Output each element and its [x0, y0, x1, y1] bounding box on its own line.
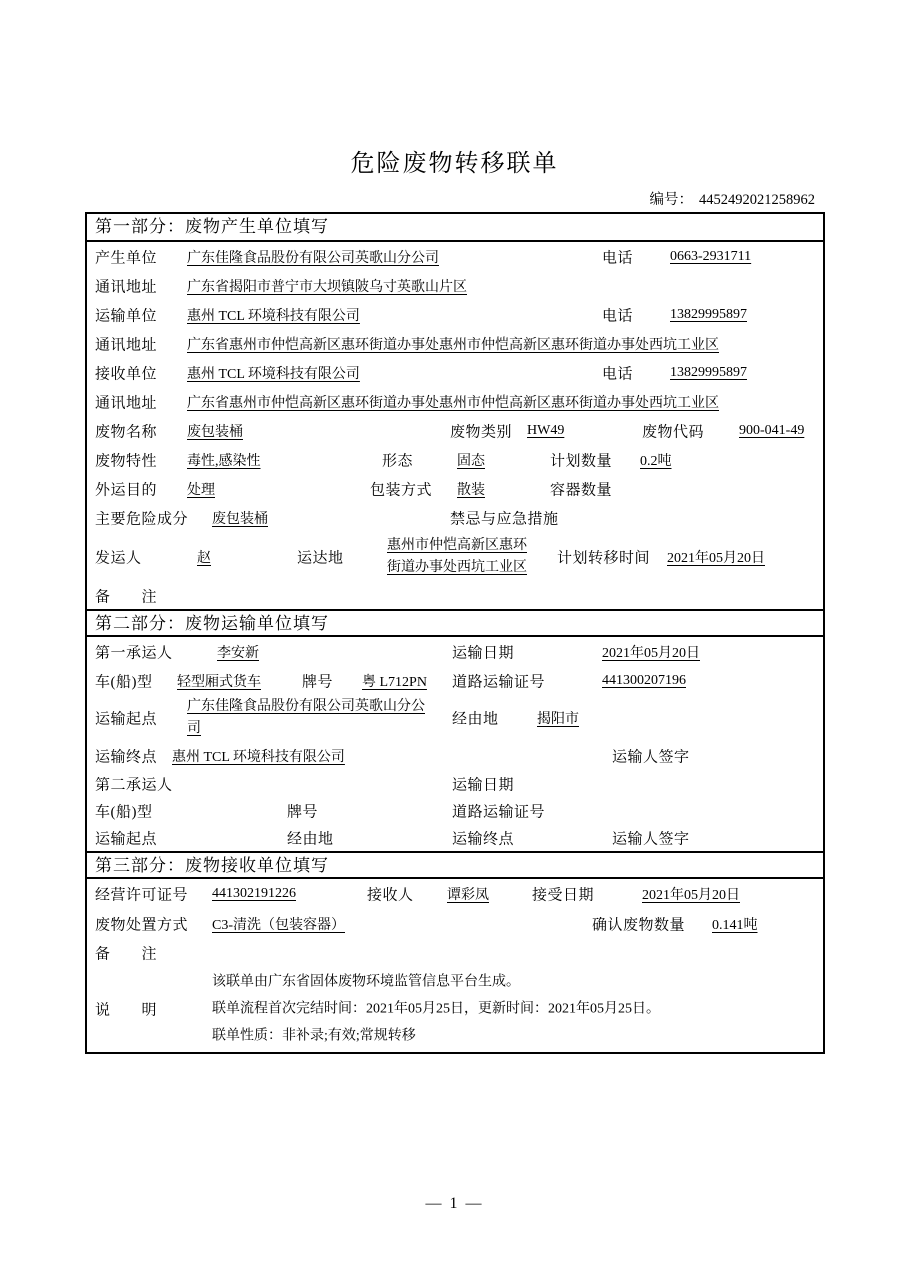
transporter-phone-value: 13829995897: [670, 306, 747, 322]
row-shipper: [87, 532, 823, 582]
endpoint2-label: 运输终点: [452, 831, 515, 847]
waste-category-value: HW49: [527, 422, 565, 438]
row-waste-property: [87, 445, 823, 474]
via2-label: 经由地: [287, 831, 334, 847]
planned-qty-label: 计划数量: [550, 453, 613, 469]
sign1-label: 运输人签字: [612, 749, 690, 765]
row-vehicle1: [87, 666, 823, 695]
generator-unit-value: 广东佳隆食品股份有限公司英歌山分公司: [187, 250, 439, 266]
sign2-label: 运输人签字: [612, 831, 690, 847]
row-origin2: [87, 824, 823, 851]
plate1-value: 粤 L712PN: [362, 674, 427, 690]
transfer-time-value: 2021年05月20日: [667, 551, 765, 566]
row-vehicle2: [87, 797, 823, 824]
receiver-person-label: 接收人: [367, 887, 414, 904]
carrier2-label: 第二承运人: [95, 777, 173, 793]
disposal-value: C3-清洗（包装容器）: [212, 918, 345, 933]
row-transporter-address: [87, 329, 823, 358]
via1-value: 揭阳市: [537, 712, 579, 727]
plate1-label: 牌号: [302, 674, 334, 690]
note-line-3: 联单性质：非补录;有效;常规转移: [212, 1028, 416, 1044]
part1-remark-label: 备 注: [95, 589, 158, 605]
waste-code-value: 900-041-49: [739, 422, 805, 438]
transporter-address-label: 通讯地址: [95, 337, 158, 353]
shipper-label: 发运人: [95, 550, 142, 567]
vehicle-type1-label: 车(船)型: [95, 674, 153, 690]
row-carrier1: [87, 637, 823, 666]
note-label: 说 明: [95, 1002, 158, 1019]
road-permit2-label: 道路运输证号: [452, 804, 546, 820]
generator-phone-label: 电话: [602, 250, 634, 266]
shipper-value: 赵: [197, 551, 211, 566]
waste-name-label: 废物名称: [95, 424, 158, 440]
confirmed-qty-label: 确认废物数量: [592, 917, 686, 934]
manifest-table: [85, 212, 825, 1054]
packing-label: 包装方式: [370, 482, 433, 498]
doc-number-label: 编号：: [649, 192, 693, 208]
license-label: 经营许可证号: [95, 887, 189, 904]
origin1-label: 运输起点: [95, 711, 158, 728]
vehicle-type2-label: 车(船)型: [95, 804, 153, 820]
generator-address-label: 通讯地址: [95, 279, 158, 295]
road-permit1-value: 441300207196: [602, 672, 686, 688]
destination-value: 惠州市仲恺高新区惠环街道办事处西坑工业区: [387, 538, 527, 575]
plate2-label: 牌号: [287, 804, 319, 820]
origin1-value: 广东佳隆食品股份有限公司英歌山分公司: [187, 699, 425, 736]
receive-date-value: 2021年05月20日: [642, 888, 740, 903]
part3-remark-label: 备 注: [95, 946, 158, 962]
row-license: [87, 879, 823, 909]
transporter-phone-label: 电话: [602, 308, 634, 324]
transport-date1-label: 运输日期: [452, 645, 515, 661]
carrier1-label: 第一承运人: [95, 645, 173, 661]
receiver-phone-label: 电话: [602, 366, 634, 382]
row-transporter-unit: [87, 300, 823, 329]
transporter-address-value: 广东省惠州市仲恺高新区惠环街道办事处惠州市仲恺高新区惠环街道办事处西坑工业区: [187, 337, 719, 353]
receiver-phone-value: 13829995897: [670, 364, 747, 380]
note-line-2: 联单流程首次完结时间：2021年05月25日，更新时间：2021年05月25日。: [212, 1001, 660, 1017]
part1-header: 第一部分：废物产生单位填写: [87, 214, 823, 242]
waste-code-label: 废物代码: [642, 424, 705, 440]
form-value: 固态: [457, 453, 485, 469]
endpoint1-value: 惠州 TCL 环境科技有限公司: [172, 749, 345, 765]
row-purpose: [87, 474, 823, 503]
vehicle-type1-value: 轻型厢式货车: [177, 674, 261, 690]
generator-phone-value: 0663-2931711: [670, 248, 752, 264]
page-number: — 1 —: [425, 1195, 484, 1212]
endpoint1-label: 运输终点: [95, 749, 158, 765]
document-title: 危险废物转移联单: [350, 151, 559, 177]
row-disposal: [87, 909, 823, 939]
receive-date-label: 接受日期: [532, 887, 595, 904]
confirmed-qty-value: 0.141吨: [712, 918, 758, 933]
row-receiver-address: [87, 387, 823, 416]
generator-address-value: 广东省揭阳市普宁市大坝镇陂乌寸英歌山片区: [187, 279, 467, 295]
emergency-label: 禁忌与应急措施: [450, 511, 559, 527]
hazard-value: 废包装桶: [212, 511, 268, 527]
disposal-label: 废物处置方式: [95, 917, 189, 934]
destination-label: 运达地: [297, 550, 344, 567]
receiver-person-value: 谭彩凤: [447, 888, 489, 903]
waste-category-label: 废物类别: [450, 424, 513, 440]
purpose-label: 外运目的: [95, 482, 158, 498]
purpose-value: 处理: [187, 482, 215, 498]
generator-unit-label: 产生单位: [95, 250, 158, 266]
transport-date2-label: 运输日期: [452, 777, 515, 793]
waste-property-label: 废物特性: [95, 453, 158, 469]
via1-label: 经由地: [452, 711, 499, 728]
row-origin1: [87, 695, 823, 741]
note-lines: [212, 969, 660, 1050]
part2-header: 第二部分：废物运输单位填写: [87, 609, 823, 637]
row-carrier2: [87, 770, 823, 797]
form-label: 形态: [382, 453, 414, 469]
waste-property-value: 毒性,感染性: [187, 453, 261, 469]
transfer-time-label: 计划转移时间: [557, 550, 651, 567]
waste-name-value: 废包装桶: [187, 424, 243, 440]
row-endpoint1: [87, 741, 823, 770]
row-part1-remark: [87, 582, 823, 609]
note-line-1: 该联单由广东省固体废物环境监管信息平台生成。: [212, 974, 520, 990]
container-qty-label: 容器数量: [550, 482, 613, 498]
row-hazard: [87, 503, 823, 532]
license-value: 441302191226: [212, 886, 296, 901]
carrier1-value: 李安新: [217, 645, 259, 661]
transporter-unit-value: 惠州 TCL 环境科技有限公司: [187, 308, 360, 324]
transport-date1-value: 2021年05月20日: [602, 645, 700, 661]
road-permit1-label: 道路运输证号: [452, 674, 546, 690]
hazard-label: 主要危险成分: [95, 511, 189, 527]
row-note: [87, 966, 823, 1052]
planned-qty-value: 0.2吨: [640, 453, 672, 469]
row-receiver-unit: [87, 358, 823, 387]
packing-value: 散装: [457, 482, 485, 498]
doc-number-line: [650, 188, 816, 209]
receiver-address-label: 通讯地址: [95, 395, 158, 411]
receiver-unit-label: 接收单位: [95, 366, 158, 382]
receiver-address-value: 广东省惠州市仲恺高新区惠环街道办事处惠州市仲恺高新区惠环街道办事处西坑工业区: [187, 395, 719, 411]
transporter-unit-label: 运输单位: [95, 308, 158, 324]
receiver-unit-value: 惠州 TCL 环境科技有限公司: [187, 366, 360, 382]
origin2-label: 运输起点: [95, 831, 158, 847]
row-generator-unit: [87, 242, 823, 271]
row-waste-name: [87, 416, 823, 445]
row-generator-address: [87, 271, 823, 300]
part3-header: 第三部分：废物接收单位填写: [87, 851, 823, 879]
doc-number-value: 4452492021258962: [699, 192, 815, 208]
row-part3-remark: [87, 939, 823, 966]
